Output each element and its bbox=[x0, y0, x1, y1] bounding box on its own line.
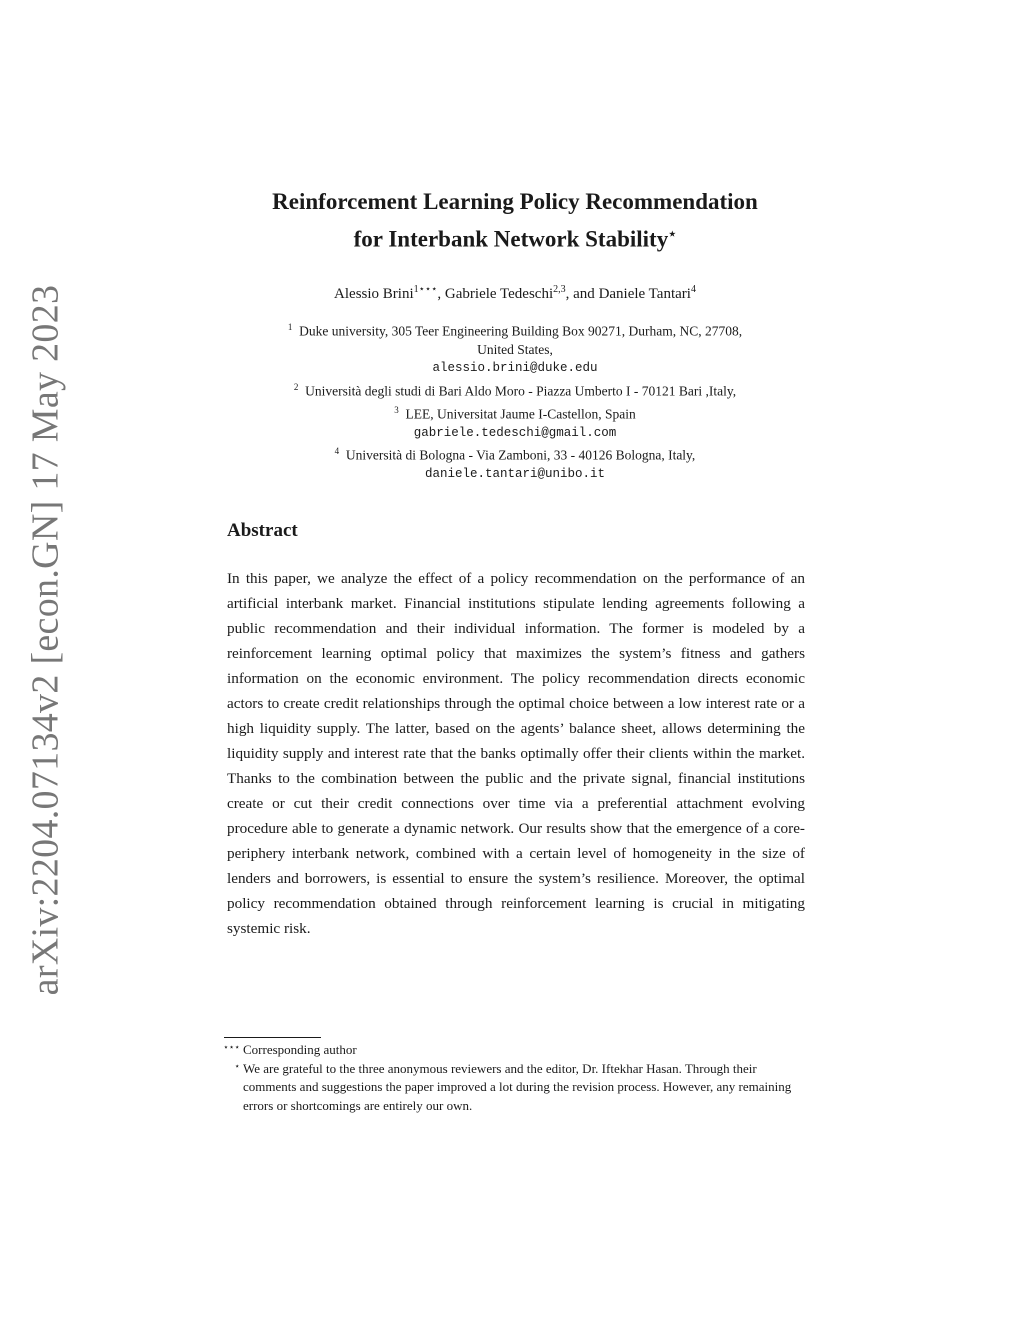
title-line-2 bbox=[180, 218, 850, 256]
affiliation-number: 3 bbox=[394, 404, 399, 415]
affiliation-1-cont: United States, bbox=[477, 341, 553, 357]
affiliation-4 bbox=[200, 442, 830, 465]
footnote-mark: ⋆⋆⋆ bbox=[223, 1042, 240, 1052]
title-footnote-mark: ⋆ bbox=[668, 226, 677, 241]
arxiv-identifier: arXiv:2204.07134v2 [econ.GN] 17 May 2023 bbox=[24, 284, 67, 996]
abstract-body: In this paper, we analyze the effect of a policy recommendation on the performance of an artificial interbank market. Financial institutions stipulate lending agreements following a public recommendation and their individual information. The former is modeled by a reinforcement learning optimal policy that maximizes the system’s fitness and gathers information on the economic environment. The policy recommendation directs economic actors to create credit relationships through the optimal choice between a low interest rate or a high liquidity supply. The latter, based on the agents’ balance sheet, allows determining the liquidity supply and interest rate that the banks optimally offer their clients within the market. Thanks to the combination between the public and the private signal, financial institutions create or cut their credit connections over time via a preferential attachment evolving procedure able to generate a dynamic network. Our results show that the emergence of a core-periphery interbank network, combined with a certain level of homogeneity in the size of lenders and borrowers, is essential to ensure the system’s resilience. Moreover, the optimal policy recommendation obtained through reinforcement learning is crucial in mitigating systemic risk. bbox=[227, 570, 805, 937]
email-link-tedeschi[interactable]: gabriele.tedeschi@gmail.com bbox=[413, 425, 617, 440]
affiliation-text: Università degli studi di Bari Aldo Moro - Piazza Umberto I - 70121 Bari ,Italy, bbox=[305, 383, 737, 399]
arxiv-sidebar-stamp bbox=[22, 284, 68, 996]
paper-title bbox=[180, 186, 850, 256]
affiliation-text: Università di Bologna - Via Zamboni, 33 - 40126 Bologna, Italy, bbox=[345, 447, 696, 463]
affiliations bbox=[200, 318, 830, 483]
author-sup: 1⋆⋆⋆ bbox=[413, 284, 438, 295]
title-line-1: Reinforcement Learning Policy Recommendation bbox=[272, 189, 758, 214]
footnote-acknowledgement bbox=[210, 1060, 810, 1116]
footnote-text: We are grateful to the three anonymous reviewers and the editor, Dr. Iftekhar Hasan. Through their comments and suggestions the paper improved a lot during the revision process. However, any remaining errors or shortcomings are entirely our own. bbox=[243, 1060, 792, 1113]
author-name: Alessio Brini bbox=[334, 286, 414, 302]
abstract-heading: Abstract bbox=[227, 520, 298, 541]
affiliation-text: LEE, Universitat Jaume I-Castellon, Spain bbox=[405, 406, 636, 422]
footnote-mark: ⋆ bbox=[234, 1060, 240, 1071]
affiliation-number: 2 bbox=[293, 381, 299, 392]
author-name: Gabriele Tedeschi bbox=[444, 286, 554, 302]
affiliation-number: 1 bbox=[287, 322, 293, 332]
footnote-corresponding bbox=[210, 1041, 810, 1060]
footnotes bbox=[210, 1041, 810, 1115]
affiliation-text: Duke university, 305 Teer Engineering Building Box 90271, Durham, NC, 27708, bbox=[299, 323, 743, 339]
author-list bbox=[180, 284, 850, 303]
author-separator: , and bbox=[565, 286, 599, 302]
author-name: Daniele Tantari bbox=[598, 286, 691, 302]
author-sup: 4 bbox=[690, 284, 696, 295]
footnote-text: Corresponding author bbox=[243, 1042, 357, 1057]
affiliation-1 bbox=[200, 318, 830, 341]
author-sup: 2,3 bbox=[553, 284, 566, 295]
affiliation-2 bbox=[200, 378, 830, 401]
title-line-2-text: for Interbank Network Stability bbox=[353, 226, 669, 252]
email-link-brini[interactable]: alessio.brini@duke.edu bbox=[432, 361, 598, 376]
author-separator: , bbox=[437, 286, 445, 302]
affiliation-number: 4 bbox=[334, 445, 340, 456]
email-link-tantari[interactable]: daniele.tantari@unibo.it bbox=[424, 466, 606, 481]
affiliation-3 bbox=[200, 401, 830, 424]
